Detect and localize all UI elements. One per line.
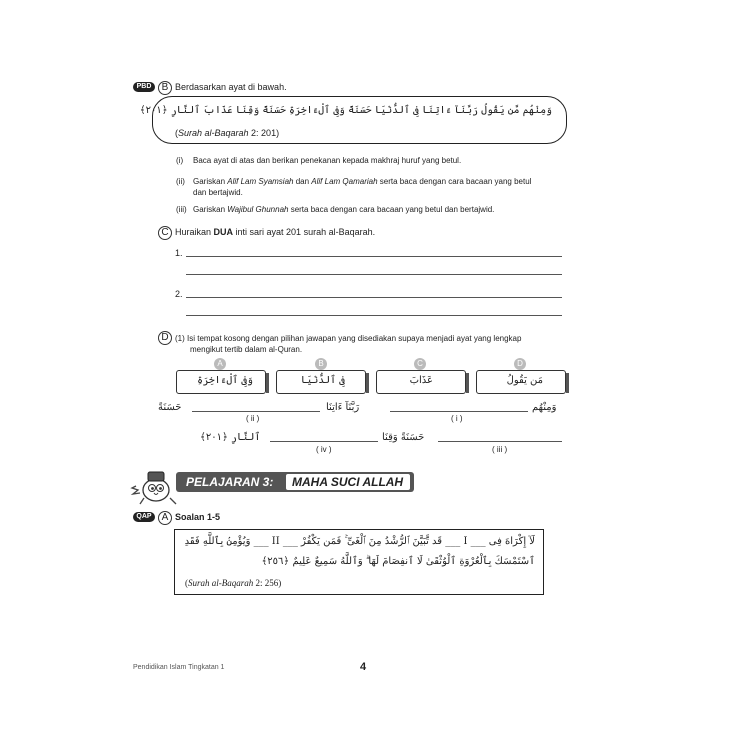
instruction-line: mengikut tertib dalam al-Quran. — [190, 345, 303, 354]
section-b-marker: B — [158, 81, 172, 95]
question-emphasis: DUA — [213, 227, 234, 237]
blank-label-iii: ( iii ) — [492, 445, 508, 454]
task-item-i — [176, 156, 576, 165]
citation-ref-a: 2: 256) — [253, 578, 282, 588]
verse-fragment: حَسَنَةً وَقِنَا — [382, 432, 425, 443]
citation-surah-a: Surah al-Baqarah — [188, 578, 254, 588]
task-text: dan — [293, 177, 312, 186]
answer-line[interactable] — [186, 315, 562, 316]
question-text: Huraikan — [175, 227, 214, 237]
footer-book-title: Pendidikan Islam Tingkatan 1 — [133, 664, 225, 671]
mascot-illustration — [130, 458, 180, 508]
section-c-question — [175, 227, 375, 237]
blank-label-iv: ( iv ) — [316, 445, 332, 454]
verse-fragment: رَبَّنَآ ءَاتِنَا — [326, 402, 360, 413]
answer-line[interactable] — [186, 274, 562, 275]
verse-a-citation: (Surah al-Baqarah 2: 256) — [185, 578, 282, 588]
lesson-banner — [176, 472, 414, 492]
option-letter-c: C — [414, 358, 426, 370]
task-text: Baca ayat di atas dan berikan penekanan kepada makhraj huruf yang betul. — [193, 156, 462, 165]
verse-a-line1: لَآ إِكْرَاهَ فِى ___ I ___ قَد تَّبَيَّنَ ٱلرُّشْدُ مِنَ ٱلْغَىِّ ۚ فَمَن يَكْفُرْ ___ II ___ وَيُؤْمِنۢ بِٱللَّهِ فَقَدِ — [184, 536, 535, 547]
section-c-marker: C — [158, 226, 172, 240]
option-box-a[interactable] — [176, 370, 266, 394]
answer-number-1: 1. — [175, 248, 183, 258]
option-box-b[interactable] — [276, 370, 366, 394]
pbd-badge: PBD — [133, 82, 155, 92]
task-num: (ii) — [176, 177, 185, 186]
blank-ii[interactable] — [192, 411, 320, 412]
task-item-iii — [176, 205, 576, 214]
verse-fragment: ٱلنَّارِ ﴿٢٠١﴾ — [200, 432, 261, 443]
option-text-a: وَفِى ٱلْءَاخِرَةِ — [197, 375, 253, 386]
section-a-heading: Soalan 1-5 — [175, 512, 221, 522]
verse-a-line2: ٱسْتَمْسَكَ بِٱلْعُرْوَةِ ٱلْوُثْقَىٰ لَا ٱنفِصَامَ لَهَا ۗ وَٱللَّهُ سَمِيعٌ عَلِيمٌ ﴿٢٥٦﴾ — [261, 556, 535, 567]
blank-label-ii: ( ii ) — [246, 414, 260, 423]
task-emphasis: Alif Lam Syamsiah — [227, 177, 294, 186]
option-letter-b: B — [315, 358, 327, 370]
section-a-marker: A — [158, 511, 172, 525]
option-box-d[interactable] — [476, 370, 566, 394]
task-text: Gariskan — [193, 205, 228, 214]
verse-box-a — [174, 529, 544, 595]
citation-ref-b: 2: 201) — [248, 128, 280, 138]
task-emphasis: Alif Lam Qamariah — [311, 177, 378, 186]
task-num: (i) — [176, 156, 184, 165]
verse-b-text: وَمِنْهُم مَّن يَقُولُ رَبَّنَآ ءَاتِنَا فِى ٱلدُّنْيَا حَسَنَةً وَفِى ٱلْءَاخِرَةِ حَسَنَةً وَقِنَا عَذَابَ ٱلنَّارِ ﴿٢٠١﴾ — [139, 105, 552, 116]
blank-iv[interactable] — [270, 441, 378, 442]
option-letter-d: D — [514, 358, 526, 370]
task-num: (iii) — [176, 205, 187, 214]
question-text: inti sari ayat 201 surah al-Baqarah. — [233, 227, 376, 237]
instruction-line: (1) Isi tempat kosong dengan pilihan jawapan yang disediakan supaya menjadi ayat yang lengkap — [175, 334, 522, 343]
blank-iii[interactable] — [438, 441, 562, 442]
answer-line[interactable] — [186, 256, 562, 257]
verse-fragment: حَسَنَةً — [158, 402, 182, 413]
task-text: serta baca dengan cara bacaan yang betul dan bertajwid. — [288, 205, 495, 214]
section-d-instruction — [175, 333, 575, 355]
lesson-title: MAHA SUCI ALLAH — [292, 475, 404, 489]
option-text-c: عَذَابَ — [409, 375, 433, 386]
lesson-label: PELAJARAN 3: — [186, 475, 274, 489]
section-b-intro: Berdasarkan ayat di bawah. — [175, 82, 287, 92]
citation-surah-b: Surah al-Baqarah — [178, 128, 249, 138]
task-emphasis: Wajibul Ghunnah — [227, 205, 289, 214]
blank-i[interactable] — [390, 411, 528, 412]
section-d-marker: D — [158, 331, 172, 345]
option-box-c[interactable] — [376, 370, 466, 394]
task-text: Gariskan — [193, 177, 228, 186]
answer-line[interactable] — [186, 297, 562, 298]
answer-number-2: 2. — [175, 289, 183, 299]
task-text: dan bertajwid. — [193, 188, 243, 197]
verse-b-citation: (Surah al-Baqarah 2: 201) — [175, 128, 280, 138]
lesson-title-box — [286, 474, 410, 490]
task-text: serta baca dengan cara bacaan yang betul — [377, 177, 532, 186]
verse-box-b — [139, 96, 567, 144]
qap-badge: QAP — [133, 512, 155, 522]
task-item-ii — [176, 176, 576, 198]
option-letter-a: A — [214, 358, 226, 370]
page-number: 4 — [360, 661, 367, 673]
option-text-b: فِى ٱلدُّنْيَا — [300, 375, 345, 386]
option-text-d: مَن يَقُولُ — [506, 375, 543, 386]
blank-label-i: ( i ) — [451, 414, 463, 423]
verse-fragment: وَمِنْهُم — [532, 402, 557, 413]
